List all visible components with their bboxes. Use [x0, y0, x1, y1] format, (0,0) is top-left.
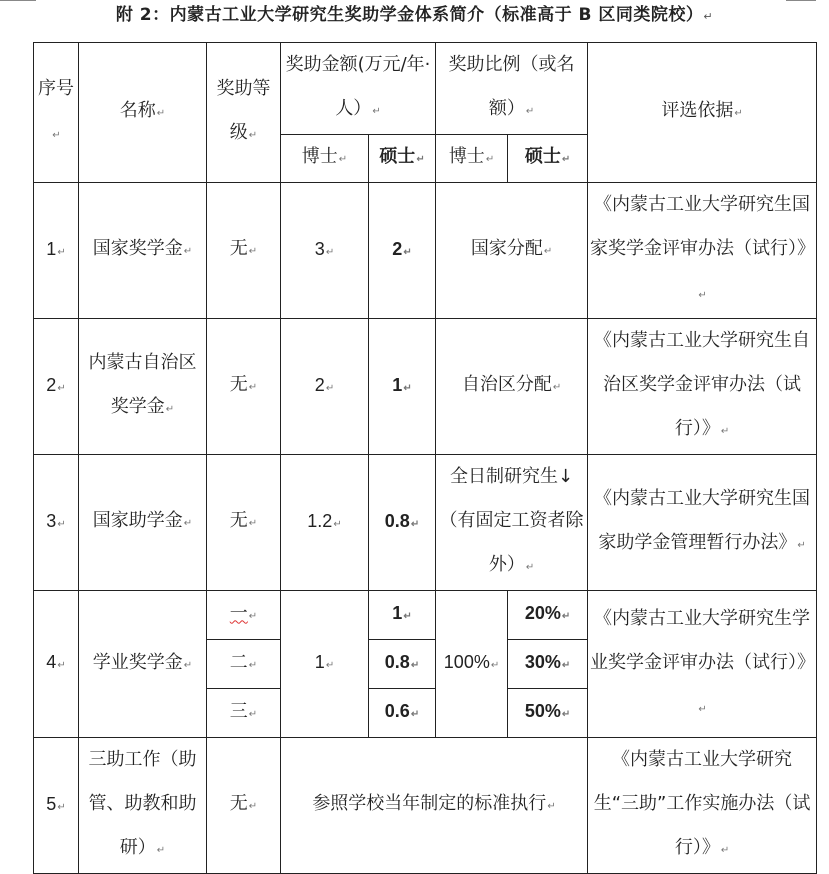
row-amount-phd: 2↵ — [281, 319, 369, 455]
header-amount-master: 硕士↵ — [369, 135, 436, 183]
row-basis: 《内蒙古工业大学研究生国家奖学金评审办法（试行）》↵ — [588, 183, 817, 319]
header-amount-phd: 博士↵ — [281, 135, 369, 183]
table-row — [34, 738, 817, 874]
row-basis: 《内蒙古工业大学研究生自治区奖学金评审办法（试行）》↵ — [588, 319, 817, 455]
row-ratio-master-level-2: 30%↵ — [508, 640, 588, 689]
table-row — [34, 455, 817, 591]
header-amount: 奖助金额(万元/年·人）↵ — [281, 43, 436, 135]
row-grade-level-3: 三↵ — [207, 689, 281, 738]
row-amount-master-level-3: 0.6↵ — [369, 689, 436, 738]
row-grade: 无↵ — [207, 319, 281, 455]
row-seq: 4↵ — [34, 591, 79, 738]
row-seq: 2↵ — [34, 319, 79, 455]
row-ratio-phd: 100%↵ — [436, 591, 508, 738]
row-seq: 5↵ — [34, 738, 79, 874]
row-amount-phd: 3↵ — [281, 183, 369, 319]
row-amount-master: 2↵ — [369, 183, 436, 319]
row-basis: 《内蒙古工业大学研究生“三助”工作实施办法（试行）》↵ — [588, 738, 817, 874]
row-name: 内蒙古自治区奖学金↵ — [79, 319, 207, 455]
row-grade-level-2: 二↵ — [207, 640, 281, 689]
row-amount-master: 0.8↵ — [369, 455, 436, 591]
row-amount-phd: 1.2↵ — [281, 455, 369, 591]
row-name: 国家奖学金↵ — [79, 183, 207, 319]
table-row — [34, 183, 817, 319]
paragraph-mark: ↵ — [703, 10, 714, 23]
row-ratio: 自治区分配↵ — [436, 319, 588, 455]
title-text: 附 2：内蒙古工业大学研究生奖助学金体系简介（标准高于 B 区同类院校） — [115, 5, 704, 25]
row-basis: 《内蒙古工业大学研究生学业奖学金评审办法（试行）》↵ — [588, 591, 817, 738]
row-basis: 《内蒙古工业大学研究生国家助学金管理暂行办法》↵ — [588, 455, 817, 591]
row-grade: 无↵ — [207, 183, 281, 319]
top-rule-right — [786, 0, 816, 1]
row-grade: 无↵ — [207, 738, 281, 874]
header-name: 名称↵ — [79, 43, 207, 183]
row-ratio-master-level-1: 20%↵ — [508, 591, 588, 640]
table-row — [34, 591, 817, 640]
scholarship-table — [33, 42, 817, 874]
row-amount-phd: 1↵ — [281, 591, 369, 738]
header-ratio: 奖助比例（或名额）↵ — [436, 43, 588, 135]
row-amount-master-level-1: 1↵ — [369, 591, 436, 640]
header-row — [34, 43, 817, 135]
row-ratio-master-level-3: 50%↵ — [508, 689, 588, 738]
header-basis: 评选依据↵ — [588, 43, 817, 183]
row-ratio: 国家分配↵ — [436, 183, 588, 319]
top-rule-left — [0, 0, 36, 1]
row-amount-master: 1↵ — [369, 319, 436, 455]
header-ratio-phd: 博士↵ — [436, 135, 508, 183]
row-name: 国家助学金↵ — [79, 455, 207, 591]
row-seq: 3↵ — [34, 455, 79, 591]
row-grade-level-1: 一↵ — [207, 591, 281, 640]
row-name: 学业奖学金↵ — [79, 591, 207, 738]
document-title — [0, 2, 829, 30]
row-amount-merged: 参照学校当年制定的标准执行↵ — [281, 738, 588, 874]
header-ratio-master: 硕士↵ — [508, 135, 588, 183]
table-row — [34, 319, 817, 455]
row-amount-master-level-2: 0.8↵ — [369, 640, 436, 689]
row-ratio: 全日制研究生↓（有固定工资者除外）↵ — [436, 455, 588, 591]
row-grade: 无↵ — [207, 455, 281, 591]
row-name: 三助工作（助管、助教和助研）↵ — [79, 738, 207, 874]
header-grade: 奖助等级↵ — [207, 43, 281, 183]
row-seq: 1↵ — [34, 183, 79, 319]
header-seq: 序号↵ — [34, 43, 79, 183]
